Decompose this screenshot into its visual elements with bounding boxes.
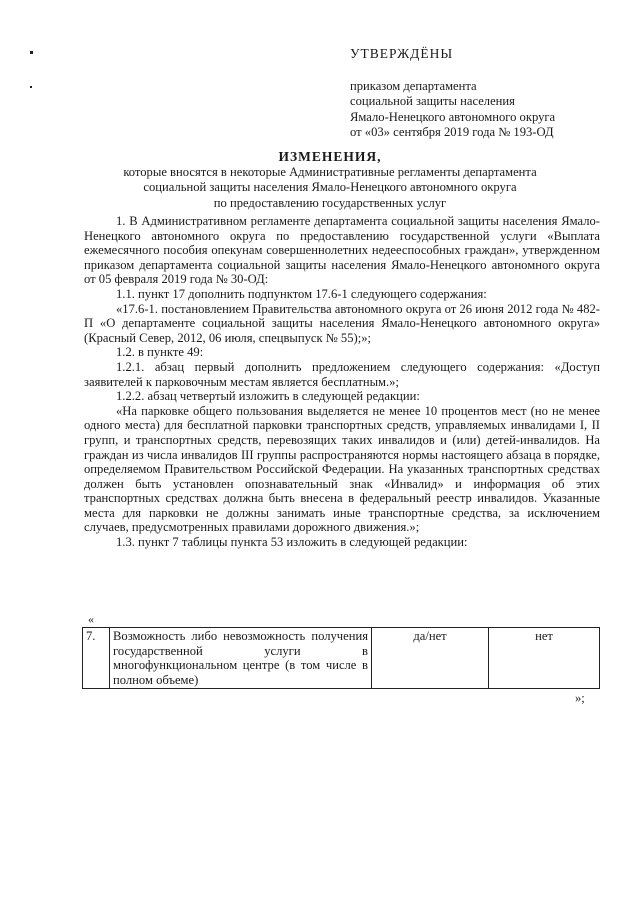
table-cell-value: нет	[489, 628, 600, 689]
scan-mark-top	[30, 51, 33, 54]
approval-line: социальной защиты населения	[350, 94, 515, 109]
amendment-table	[82, 627, 600, 689]
title-heading: ИЗМЕНЕНИЯ,	[278, 149, 382, 164]
table-cell-number: 7.	[83, 628, 110, 689]
paragraph-17-6-1: «17.6-1. постановлением Правительства автономного округа от 26 июня 2012 года № 482-П «О департаменте социальной защиты населения Ямало-Ненецкого автономного округа» (Красный Север, 2012, 06 июля, спецвыпуск № 55);»;	[84, 301, 600, 345]
table-cell-description: Возможность либо невозможность получения государственной услуги в многофункциональном центре (в том числе в полном объеме)	[110, 628, 372, 689]
scan-mark-bottom	[30, 86, 32, 88]
table-row	[83, 628, 600, 689]
title-line: которые вносятся в некоторые Административные регламенты департамента	[123, 164, 537, 179]
paragraph-1: 1. В Административном регламенте департамента социальной защиты населения Ямало-Ненецкого автономного округа по предоставлению государственной услуги «Выплата ежемесячного пособия опекунам совершеннолетних недееспособных граждан», утвержденном приказом департамента социальной защиты населения Ямало-Ненецкого автономного округа от 05 февраля 2019 года № 30-ОД:	[84, 214, 600, 287]
paragraph-1-2-2: 1.2.2. абзац четвертый изложить в следующей редакции:	[116, 389, 420, 404]
paragraph-1-1: 1.1. пункт 17 дополнить подпунктом 17.6-1 следующего содержания:	[116, 286, 487, 301]
approval-line: от «03» сентября 2019 года № 193-ОД	[350, 125, 554, 140]
table-cell-option: да/нет	[372, 628, 489, 689]
approval-line: Ямало-Ненецкого автономного округа	[350, 109, 556, 124]
title-line: социальной защиты населения Ямало-Ненецкого автономного округа	[143, 180, 517, 195]
paragraph-1-2-1: 1.2.1. абзац первый дополнить предложением следующего содержания: «Доступ заявителей к парковочным местам является бесплатным.»;	[84, 359, 600, 389]
document-title	[60, 149, 600, 211]
paragraph-1-3: 1.3. пункт 7 таблицы пункта 53 изложить в следующей редакции:	[116, 535, 468, 550]
paragraph-parking: «На парковке общего пользования выделяется не менее 10 процентов мест (но не менее одного места) для бесплатной парковки транспортных средств, управляемых инвалидами I, II групп, и транспортных средств, перевозящих таких инвалидов и (или) детей-инвалидов. На граждан из числа инвалидов III группы распространяются нормы настоящего абзаца в порядке, определяемом Правительством Российской Федерации. На указанных транспортных средствах должен быть установлен опознавательный знак «Инвалид» и информация об этих транспортных средствах должна быть внесена в федеральный реестр инвалидов. Указанные места для парковки не должны занимать иные транспортные средства, за исключением случаев, предусмотренных правилами дорожного движения.»;	[84, 403, 600, 535]
approval-line: приказом департамента	[350, 78, 477, 93]
paragraph-1-2: 1.2. в пункте 49:	[116, 345, 204, 360]
quote-open: «	[88, 612, 94, 626]
quote-close: »;	[575, 691, 585, 705]
approval-stamp	[350, 46, 620, 141]
title-line: по предоставлению государственных услуг	[213, 195, 447, 210]
document-body	[84, 214, 600, 550]
approval-heading: УТВЕРЖДЁНЫ	[350, 46, 454, 61]
